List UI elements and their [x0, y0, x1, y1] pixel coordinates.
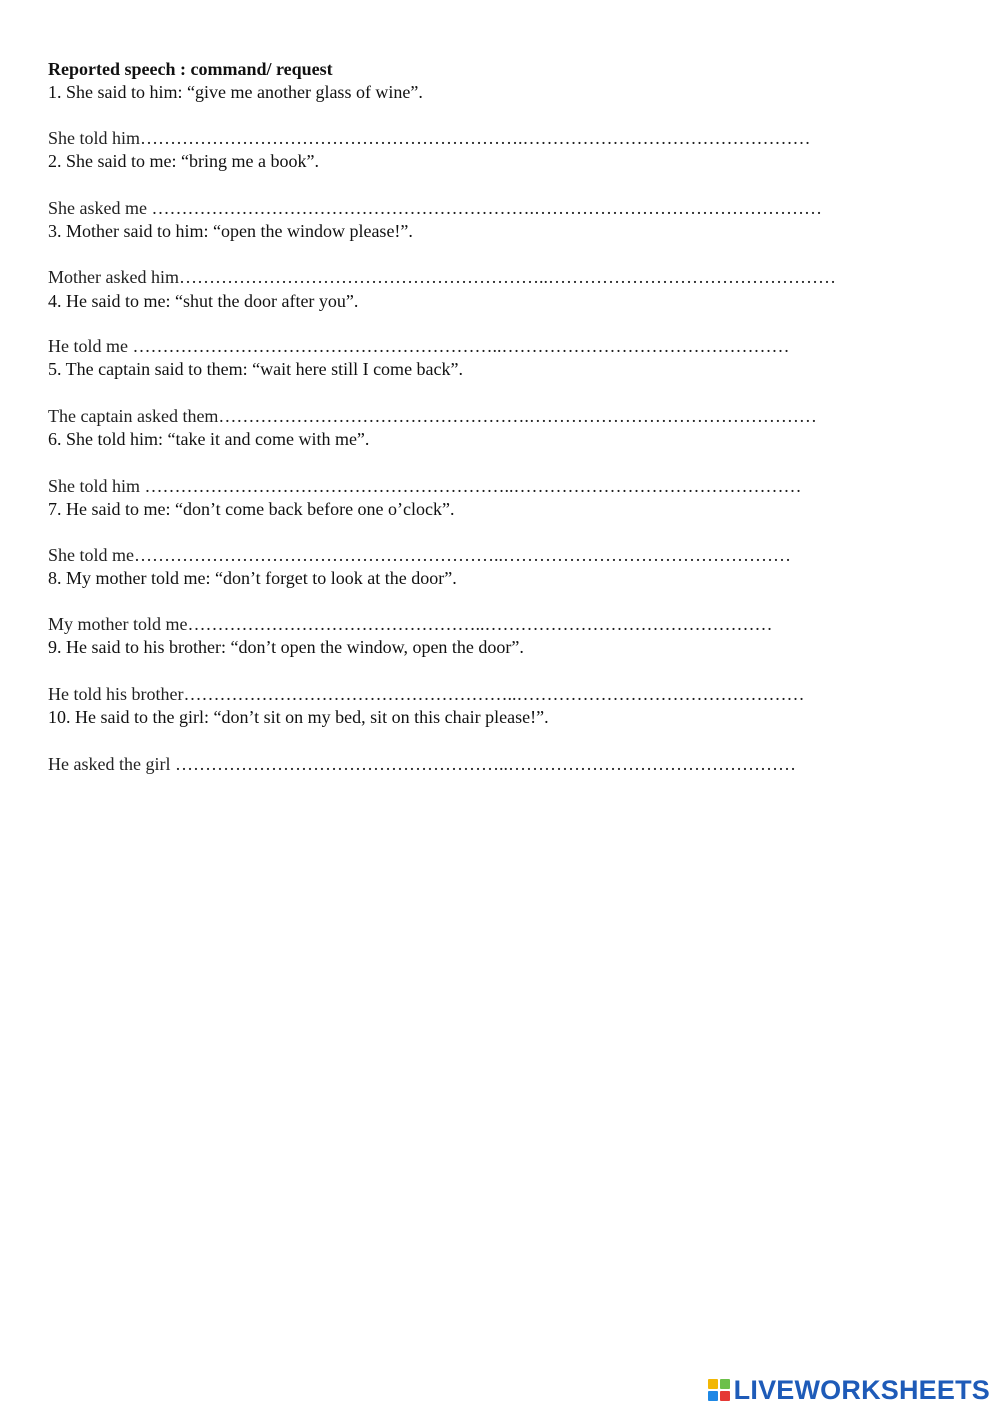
exercise-7-prompt: 7. He said to me: “don’t come back before one o’clock”. [48, 499, 455, 519]
exercise-6-prompt: 6. She told him: “take it and come with me”. [48, 429, 370, 449]
exercise-1-prompt: 1. She said to him: “give me another glass of wine”. [48, 82, 423, 102]
exercise-4-prompt: 4. He said to me: “shut the door after you”. [48, 291, 359, 311]
exercise-10-prompt: 10. He said to the girl: “don’t sit on my bed, sit on this chair please!”. [48, 707, 549, 727]
exercise-5-prompt: 5. The captain said to them: “wait here still I come back”. [48, 359, 464, 379]
logo-cell-red [720, 1391, 730, 1401]
liveworksheets-wordmark: LIVEWORKSHEETS [733, 1375, 990, 1405]
exercise-9-answer-line[interactable]: He told his brother………………………………………………..………………………………………… [48, 684, 805, 704]
exercise-10-answer-line[interactable]: He asked the girl ………………………………………………..………………………………………… [48, 754, 796, 774]
exercise-9-prompt: 9. He said to his brother: “don’t open the window, open the door”. [48, 637, 524, 657]
exercise-4-answer-line[interactable]: He told me ……………………………………………………..………………………………………… [48, 336, 790, 356]
exercise-6-answer-line[interactable]: She told him ……………………………………………………..………………………………………… [48, 476, 802, 496]
exercise-1-answer-line[interactable]: She told him……………………………………………………….………………………………………… [48, 128, 811, 148]
worksheet-title: Reported speech : command/ request [48, 59, 333, 79]
liveworksheets-logo-icon [708, 1379, 730, 1401]
logo-cell-blue [708, 1391, 718, 1401]
exercise-7-answer-line[interactable]: She told me……………………………………………………..………………………………………… [48, 545, 791, 565]
exercise-2-prompt: 2. She said to me: “bring me a book”. [48, 151, 319, 171]
logo-cell-yellow [708, 1379, 718, 1389]
exercise-5-answer-line[interactable]: The captain asked them…………………………………………….………………………………………… [48, 406, 817, 426]
exercise-3-answer-line[interactable]: Mother asked him……………………………………………………..………………………………………… [48, 267, 836, 287]
exercise-2-answer-line[interactable]: She asked me ……………………………………………………….………………………………………… [48, 198, 822, 218]
liveworksheets-brand [708, 1375, 990, 1405]
logo-cell-green [720, 1379, 730, 1389]
exercise-3-prompt: 3. Mother said to him: “open the window please!”. [48, 221, 413, 241]
exercise-8-answer-line[interactable]: My mother told me…………………………………………..………………………………………… [48, 614, 773, 634]
exercise-8-prompt: 8. My mother told me: “don’t forget to look at the door”. [48, 568, 457, 588]
